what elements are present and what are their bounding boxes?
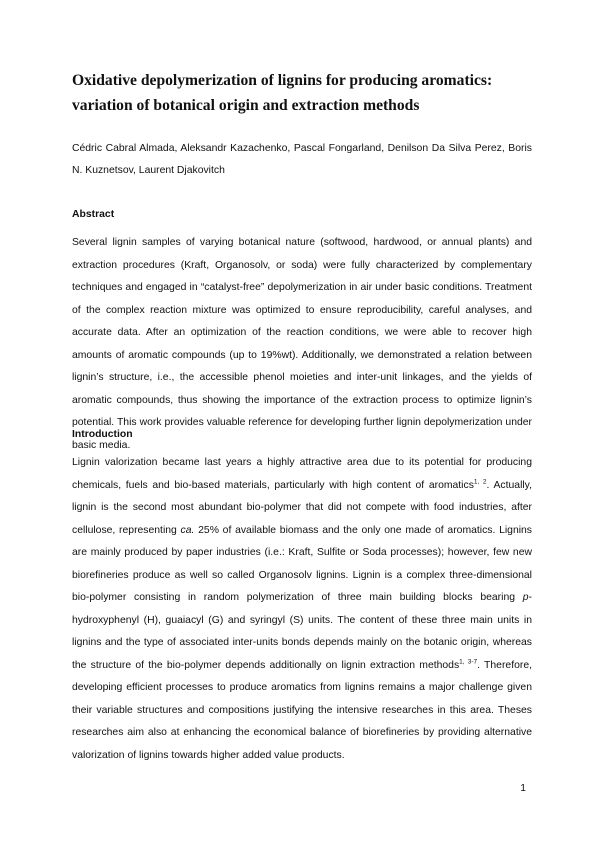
intro-text-segment: . Therefore, developing efficient processes to produce aromatics from lignins remains a major challenge given their variable structures and compositions justifying the intensive researches in this area. Theses researches aim also at enhancing the economical balance of biorefineries by providing alternative valorization of lignins towards higher added value products. — [72, 659, 532, 761]
page-number: 1 — [520, 783, 526, 794]
paper-title: Oxidative depolymerization of lignins for producing aromatics: variation of botanical origin and extraction methods — [72, 72, 493, 114]
intro-text-segment: . Actually, lignin is the second most abundant bio-polymer that did not compete with food industries, after cellulose, representing — [72, 479, 532, 536]
intro-text-segment: 25% of available biomass and the only one made of aromatics. Lignins are mainly produced by paper industries (i.e.: Kraft, Sulfite or Soda processes); however, few new biorefineries produce as well so called Organosolv lignins. Lignin is a complex three-dimensional bio-polymer consisting in random polymerization of three main building blocks bearing — [72, 524, 533, 603]
abstract-paragraph: Several lignin samples of varying botanical nature (softwood, hardwood, or annual plants) and extraction procedures (Kraft, Organosolv, or soda) were fully characterized by complementary techniques and engaged in “catalyst-free” depolymerization in air under basic conditions. Treatment of the complex reaction mixture was optimized to ensure reproducibility, careful analyses, and accurate data. After an optimization of the reaction conditions, we were able to recover high amounts of aromatic compounds (up to 19%wt). Additionally, we demonstrated a relation between lignin’s structure, i.e., the accessible phenol moieties and inter-unit linkages, and the yields of aromatic compounds, thus showing the importance of the extraction process to optimize lignin’s potential. This work provides valuable reference for developing further lignin depolymerization under basic media. — [72, 237, 532, 451]
author-list: Cédric Cabral Almada, Aleksandr Kazachenko, Pascal Fongarland, Denilson Da Silva Perez, Boris N. Kuznetsov, Laurent Djakovitch — [72, 143, 532, 176]
italic-term: p — [522, 592, 529, 603]
citation-superscript: 1, 3-7 — [459, 658, 478, 666]
italic-term: ca. — [180, 524, 195, 536]
abstract-heading: Abstract — [72, 209, 115, 220]
citation-superscript: 1, 2 — [473, 478, 487, 486]
introduction-paragraph — [72, 452, 532, 767]
intro-text-segment: Lignin valorization became last years a highly attractive area due to its potential for producing chemicals, fuels and bio-based materials, particularly with high content of aromatics — [72, 457, 532, 491]
introduction-heading: Introduction — [72, 429, 133, 440]
intro-text-segment: -hydroxyphenyl (H), guaiacyl (G) and syringyl (S) units. The content of these three main units in lignins and the type of associated inter-units bonds depends mainly on the botanic origin, whereas the structure of the bio-polymer depends additionally on lignin extraction methods — [72, 592, 532, 671]
